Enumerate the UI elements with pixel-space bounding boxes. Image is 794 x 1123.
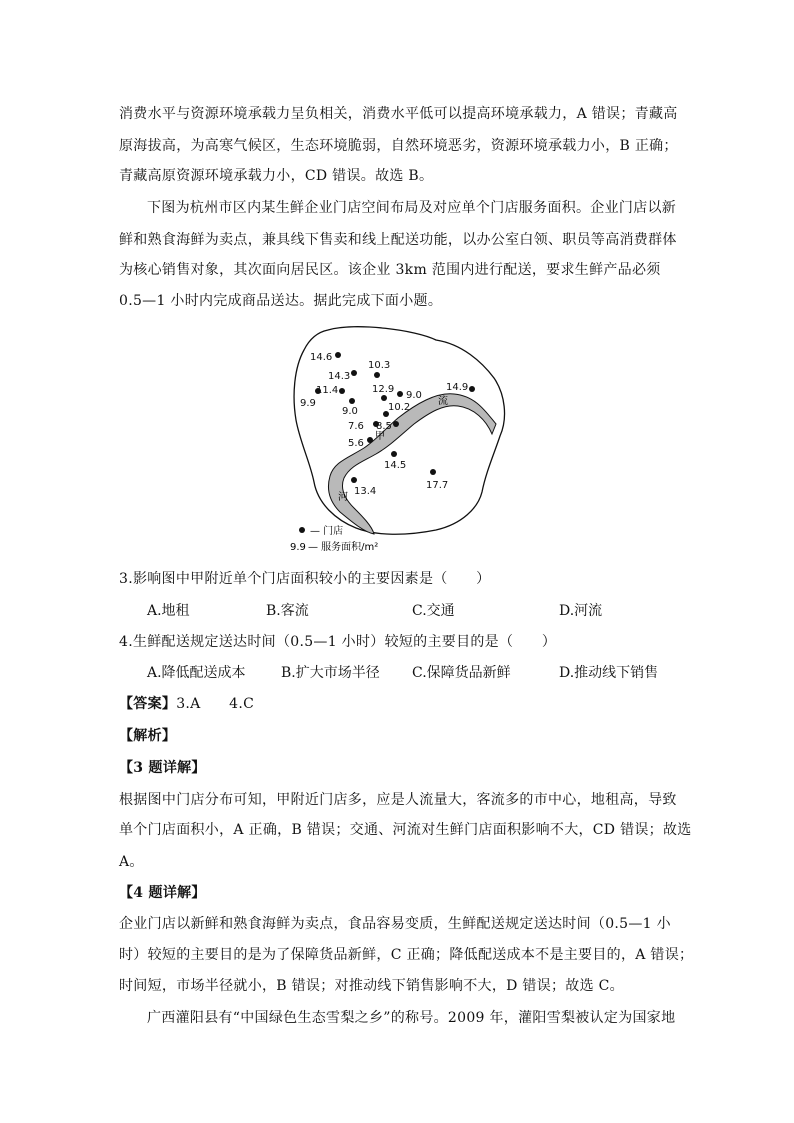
- paragraph-line: 根据图中门店分布可知，甲附近门店多，应是人流量大，客流多的市中心，地租高，导致: [119, 792, 677, 808]
- paragraph-line: A。: [119, 854, 144, 870]
- store-point: [430, 469, 436, 475]
- option-a: A.地租: [147, 603, 190, 619]
- store-area-label: 14.9: [446, 382, 469, 393]
- paragraph-line: 下图为杭州市区内某生鲜企业门店空间布局及对应单个门店服务面积。企业门店以新: [147, 200, 677, 216]
- option-b: B.扩大市场半径: [281, 665, 380, 681]
- store-area-label: 17.7: [426, 480, 449, 491]
- option-c: C.交通: [412, 603, 455, 619]
- store-area-label: 12.9: [372, 384, 395, 395]
- store-point: [367, 437, 373, 443]
- paragraph-line: 0.5—1 小时内完成商品送达。据此完成下面小题。: [119, 293, 443, 309]
- legend-area-value: 9.9: [290, 542, 306, 553]
- option-b: B.客流: [266, 603, 309, 619]
- paragraph-line: 消费水平与资源环境承载力呈负相关，消费水平低可以提高环境承载力，A 错误；青藏高: [119, 106, 678, 122]
- legend-store-text: — 门店: [310, 526, 344, 537]
- river-label-1: 流: [438, 396, 448, 407]
- store-map-figure: [286, 322, 510, 558]
- store-point: [469, 386, 475, 392]
- store-area-label: 14.6: [310, 352, 333, 363]
- legend-store-dot: [299, 527, 305, 533]
- store-area-label: 8.5: [376, 421, 392, 432]
- q4-detail-label: 【4 题详解】: [119, 885, 206, 901]
- paragraph-line: 广西灌阳县有“中国绿色生态雪梨之乡”的称号。2009 年，灌阳雪梨被认定为国家地: [147, 1010, 676, 1026]
- paragraph-line: 时间短，市场半径就小，B 错误；对推动线下销售影响不大，D 错误；故选 C。: [119, 978, 624, 994]
- store-point: [393, 421, 399, 427]
- store-area-label: 14.3: [328, 371, 351, 382]
- store-area-label: 11.4: [316, 385, 339, 396]
- paragraph-line: 单个门店面积小，A 正确，B 错误；交通、河流对生鲜门店面积影响不大，CD 错误；故选: [119, 822, 692, 838]
- store-point: [351, 477, 357, 483]
- option-d: D.推动线下销售: [559, 665, 659, 681]
- store-area-label: 14.5: [384, 460, 407, 471]
- q3-detail-label: 【3 题详解】: [119, 760, 206, 776]
- store-point: [374, 372, 380, 378]
- option-d: D.河流: [559, 603, 603, 619]
- answer-label: 【答案】: [119, 696, 177, 712]
- paragraph-line: 企业门店以新鲜和熟食海鲜为卖点，食品容易变质，生鲜配送规定送达时间（0.5—1 小: [119, 916, 671, 932]
- point-jia-label: 甲: [375, 431, 385, 442]
- answer-line: [119, 694, 679, 714]
- store-point: [391, 451, 397, 457]
- store-point: [349, 398, 355, 404]
- legend-area-text: — 服务面积/m²: [308, 542, 379, 553]
- store-point: [381, 395, 387, 401]
- store-area-label: 10.2: [388, 402, 411, 413]
- river-label-2: 河: [338, 492, 348, 503]
- store-area-label: 13.4: [354, 486, 377, 497]
- option-c: C.保障货品新鲜: [412, 665, 511, 681]
- store-area-label: 10.3: [368, 360, 391, 371]
- store-area-label: 5.6: [348, 438, 364, 449]
- paragraph-line: 鲜和熟食海鲜为卖点，兼具线下售卖和线上配送功能，以办公室白领、职员等高消费群体: [119, 232, 677, 248]
- question-4-stem: 4.生鲜配送规定送达时间（0.5—1 小时）较短的主要目的是（ ）: [119, 634, 557, 650]
- store-area-label: 9.0: [406, 390, 422, 401]
- answer-text: 3.A 4.C: [176, 696, 255, 712]
- option-a: A.降低配送成本: [147, 665, 246, 681]
- store-area-label: 7.6: [348, 421, 364, 432]
- paragraph-line: 原海拔高，为高寒气候区，生态环境脆弱，自然环境恶劣，资源环境承载力小，B 正确；: [119, 138, 678, 154]
- question-3-stem: 3.影响图中甲附近单个门店面积较小的主要因素是（ ）: [119, 571, 491, 587]
- paragraph-line: 为核心销售对象，其次面向居民区。该企业 3km 范围内进行配送，要求生鲜产品必须: [119, 262, 661, 278]
- store-area-label: 9.9: [300, 398, 316, 409]
- store-point: [397, 391, 403, 397]
- store-point: [351, 370, 357, 376]
- store-point: [335, 352, 341, 358]
- store-area-label: 9.0: [342, 406, 358, 417]
- analysis-label: 【解析】: [119, 728, 177, 744]
- store-point: [339, 388, 345, 394]
- paragraph-line: 时）较短的主要目的是为了保障货品新鲜，C 正确；降低配送成本不是主要目的，A 错误；: [119, 947, 694, 963]
- paragraph-line: 青藏高原资源环境承载力小，CD 错误。故选 B。: [119, 168, 434, 184]
